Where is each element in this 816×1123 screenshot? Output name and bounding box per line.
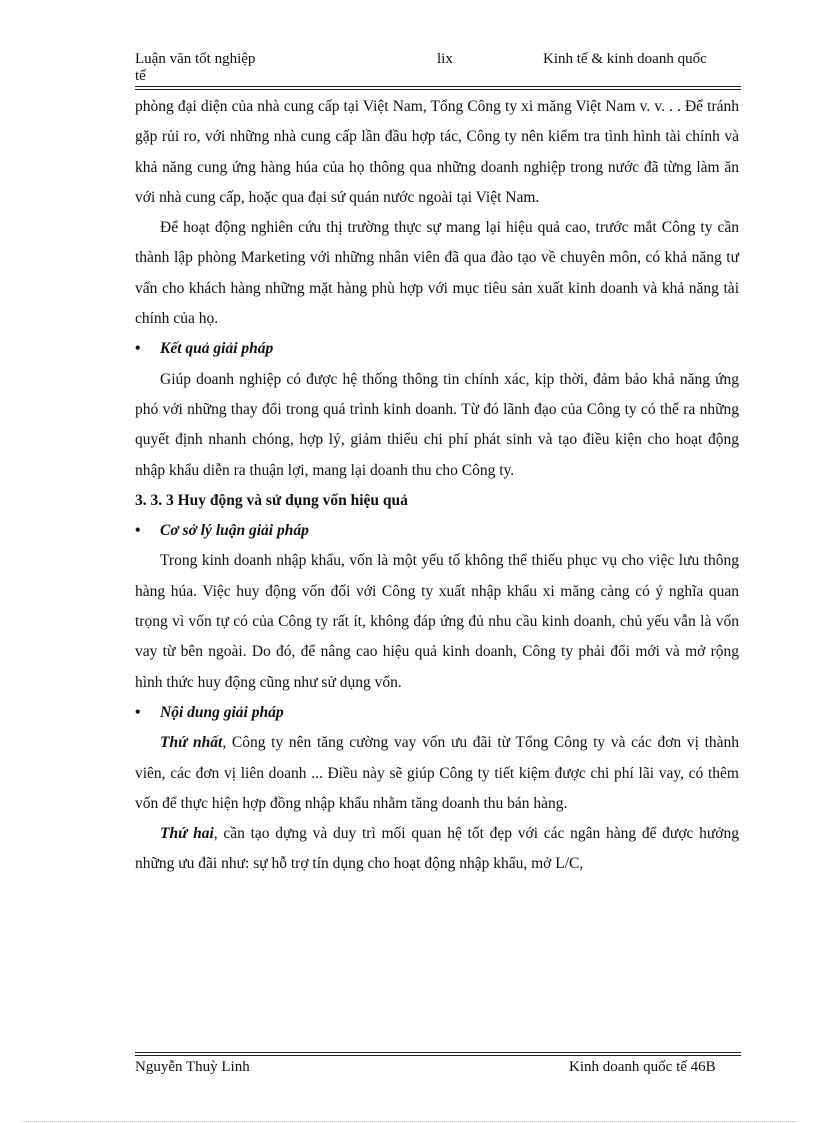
paragraph-5-text: , Công ty nên tăng cường vay vốn ưu đãi từ Tổng Công ty và các đơn vị thành viên, các đơn vị liên doanh ... Điều này sẽ giúp Công ty tiết kiệm được chi phí lãi vay, có thêm vốn để thực hiện hợp đồng nhập khẩu nhằm tăng doanh thu bán hàng. xyxy=(135,734,740,812)
header-left xyxy=(135,51,295,85)
footer-rule-double xyxy=(135,1055,741,1056)
footer-class: Kinh doanh quốc tế 46B xyxy=(569,1059,716,1075)
paragraph-6-text: , cần tạo dựng và duy trì mối quan hệ tốt đẹp với các ngân hàng để được hưởng những ưu đãi như: sự hỗ trợ tín dụng cho hoạt động nhập khẩu, mở L/C, xyxy=(135,825,739,873)
header-page-number: lix xyxy=(437,51,453,67)
bullet-dot: • xyxy=(135,703,141,721)
bullet-result xyxy=(135,334,739,364)
header-title-wrap: tế xyxy=(135,68,146,84)
header-thesis-title: Luận văn tốt nghiệp xyxy=(135,51,256,67)
section-heading: 3. 3. 3 Huy động và sử dụng vốn hiệu quả xyxy=(135,491,408,509)
paragraph-5-lead: Thứ nhất xyxy=(160,734,223,752)
bullet-content xyxy=(135,698,739,728)
header-rule xyxy=(135,86,741,87)
paragraph-4: Trong kinh doanh nhập khẩu, vốn là một yếu tố không thể thiếu phục vụ cho việc lưu thông hàng húa. Việc huy động vốn đối với Công ty xuất nhập khẩu xi măng càng có ý nghĩa quan trọng vì vốn tự có của Công ty rất ít, không đáp ứng đủ nhu cầu kinh doanh, chủ yếu vẫn là vốn vay từ bên ngoài. Do đó, để nâng cao hiệu quả kinh doanh, Công ty phải đổi mới và mở rộng hình thức huy động cũng như sử dụng vốn. xyxy=(135,552,739,691)
footer-author: Nguyễn Thuỳ Linh xyxy=(135,1059,250,1075)
bullet-basis-label: Cơ sở lý luận giải pháp xyxy=(160,522,309,540)
bullet-result-label: Kết quả giải pháp xyxy=(160,340,274,358)
paragraph-6 xyxy=(135,819,739,880)
bullet-dot: • xyxy=(135,340,141,358)
bullet-dot: • xyxy=(135,522,141,540)
paragraph-3: Giúp doanh nghiệp có được hệ thống thông tin chính xác, kịp thời, đảm bảo khả năng ứng phó với những thay đổi trong quá trình kinh doanh. Từ đó lãnh đạo của Công ty có thể ra những quyết định nhanh chóng, hợp lý, giảm thiểu chi phí phát sinh và tạo điều kiện cho hoạt động nhập khẩu diễn ra thuận lợi, mang lại doanh thu cho Công ty. xyxy=(135,370,739,479)
header-right: Kinh tế & kinh doanh quốc xyxy=(543,51,707,67)
paragraph-5 xyxy=(135,728,739,819)
bullet-content-label: Nội dung giải pháp xyxy=(160,703,284,721)
bullet-basis xyxy=(135,516,739,546)
footer-rule xyxy=(135,1052,741,1053)
paragraph-6-lead: Thứ hai xyxy=(160,825,214,843)
body-text xyxy=(135,92,739,880)
paragraph-1: phòng đại diện của nhà cung cấp tại Việt Nam, Tổng Công ty xi măng Việt Nam v. v. . . Để tránh gặp rủi ro, với những nhà cung cấp lần đầu hợp tác, Công ty nên kiểm tra tình hình tài chính và khả năng cung ứng hàng húa của họ thông qua những doanh nghiệp trong nước đã từng làm ăn với nhà cung cấp, hoặc qua đại sứ quán nước ngoài tại Việt Nam. xyxy=(135,98,739,206)
paragraph-2: Để hoạt động nghiên cứu thị trường thực sự mang lại hiệu quả cao, trước mắt Công ty cần thành lập phòng Marketing với những nhân viên đã qua đào tạo về chuyên môn, có khả năng tư vấn cho khách hàng những mặt hàng phù hợp với mục tiêu sản xuất kinh doanh và khả năng tài chính của họ. xyxy=(135,219,739,328)
header-rule-double xyxy=(135,89,741,90)
page-bottom-border xyxy=(22,1121,797,1122)
